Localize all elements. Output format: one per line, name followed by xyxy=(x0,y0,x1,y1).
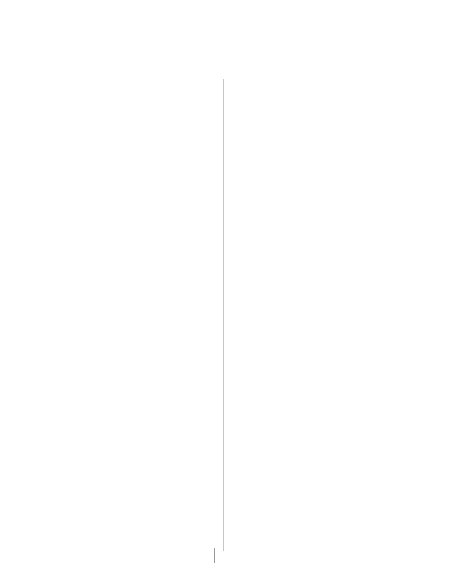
column-divider xyxy=(223,79,224,551)
footer-divider xyxy=(214,548,215,563)
